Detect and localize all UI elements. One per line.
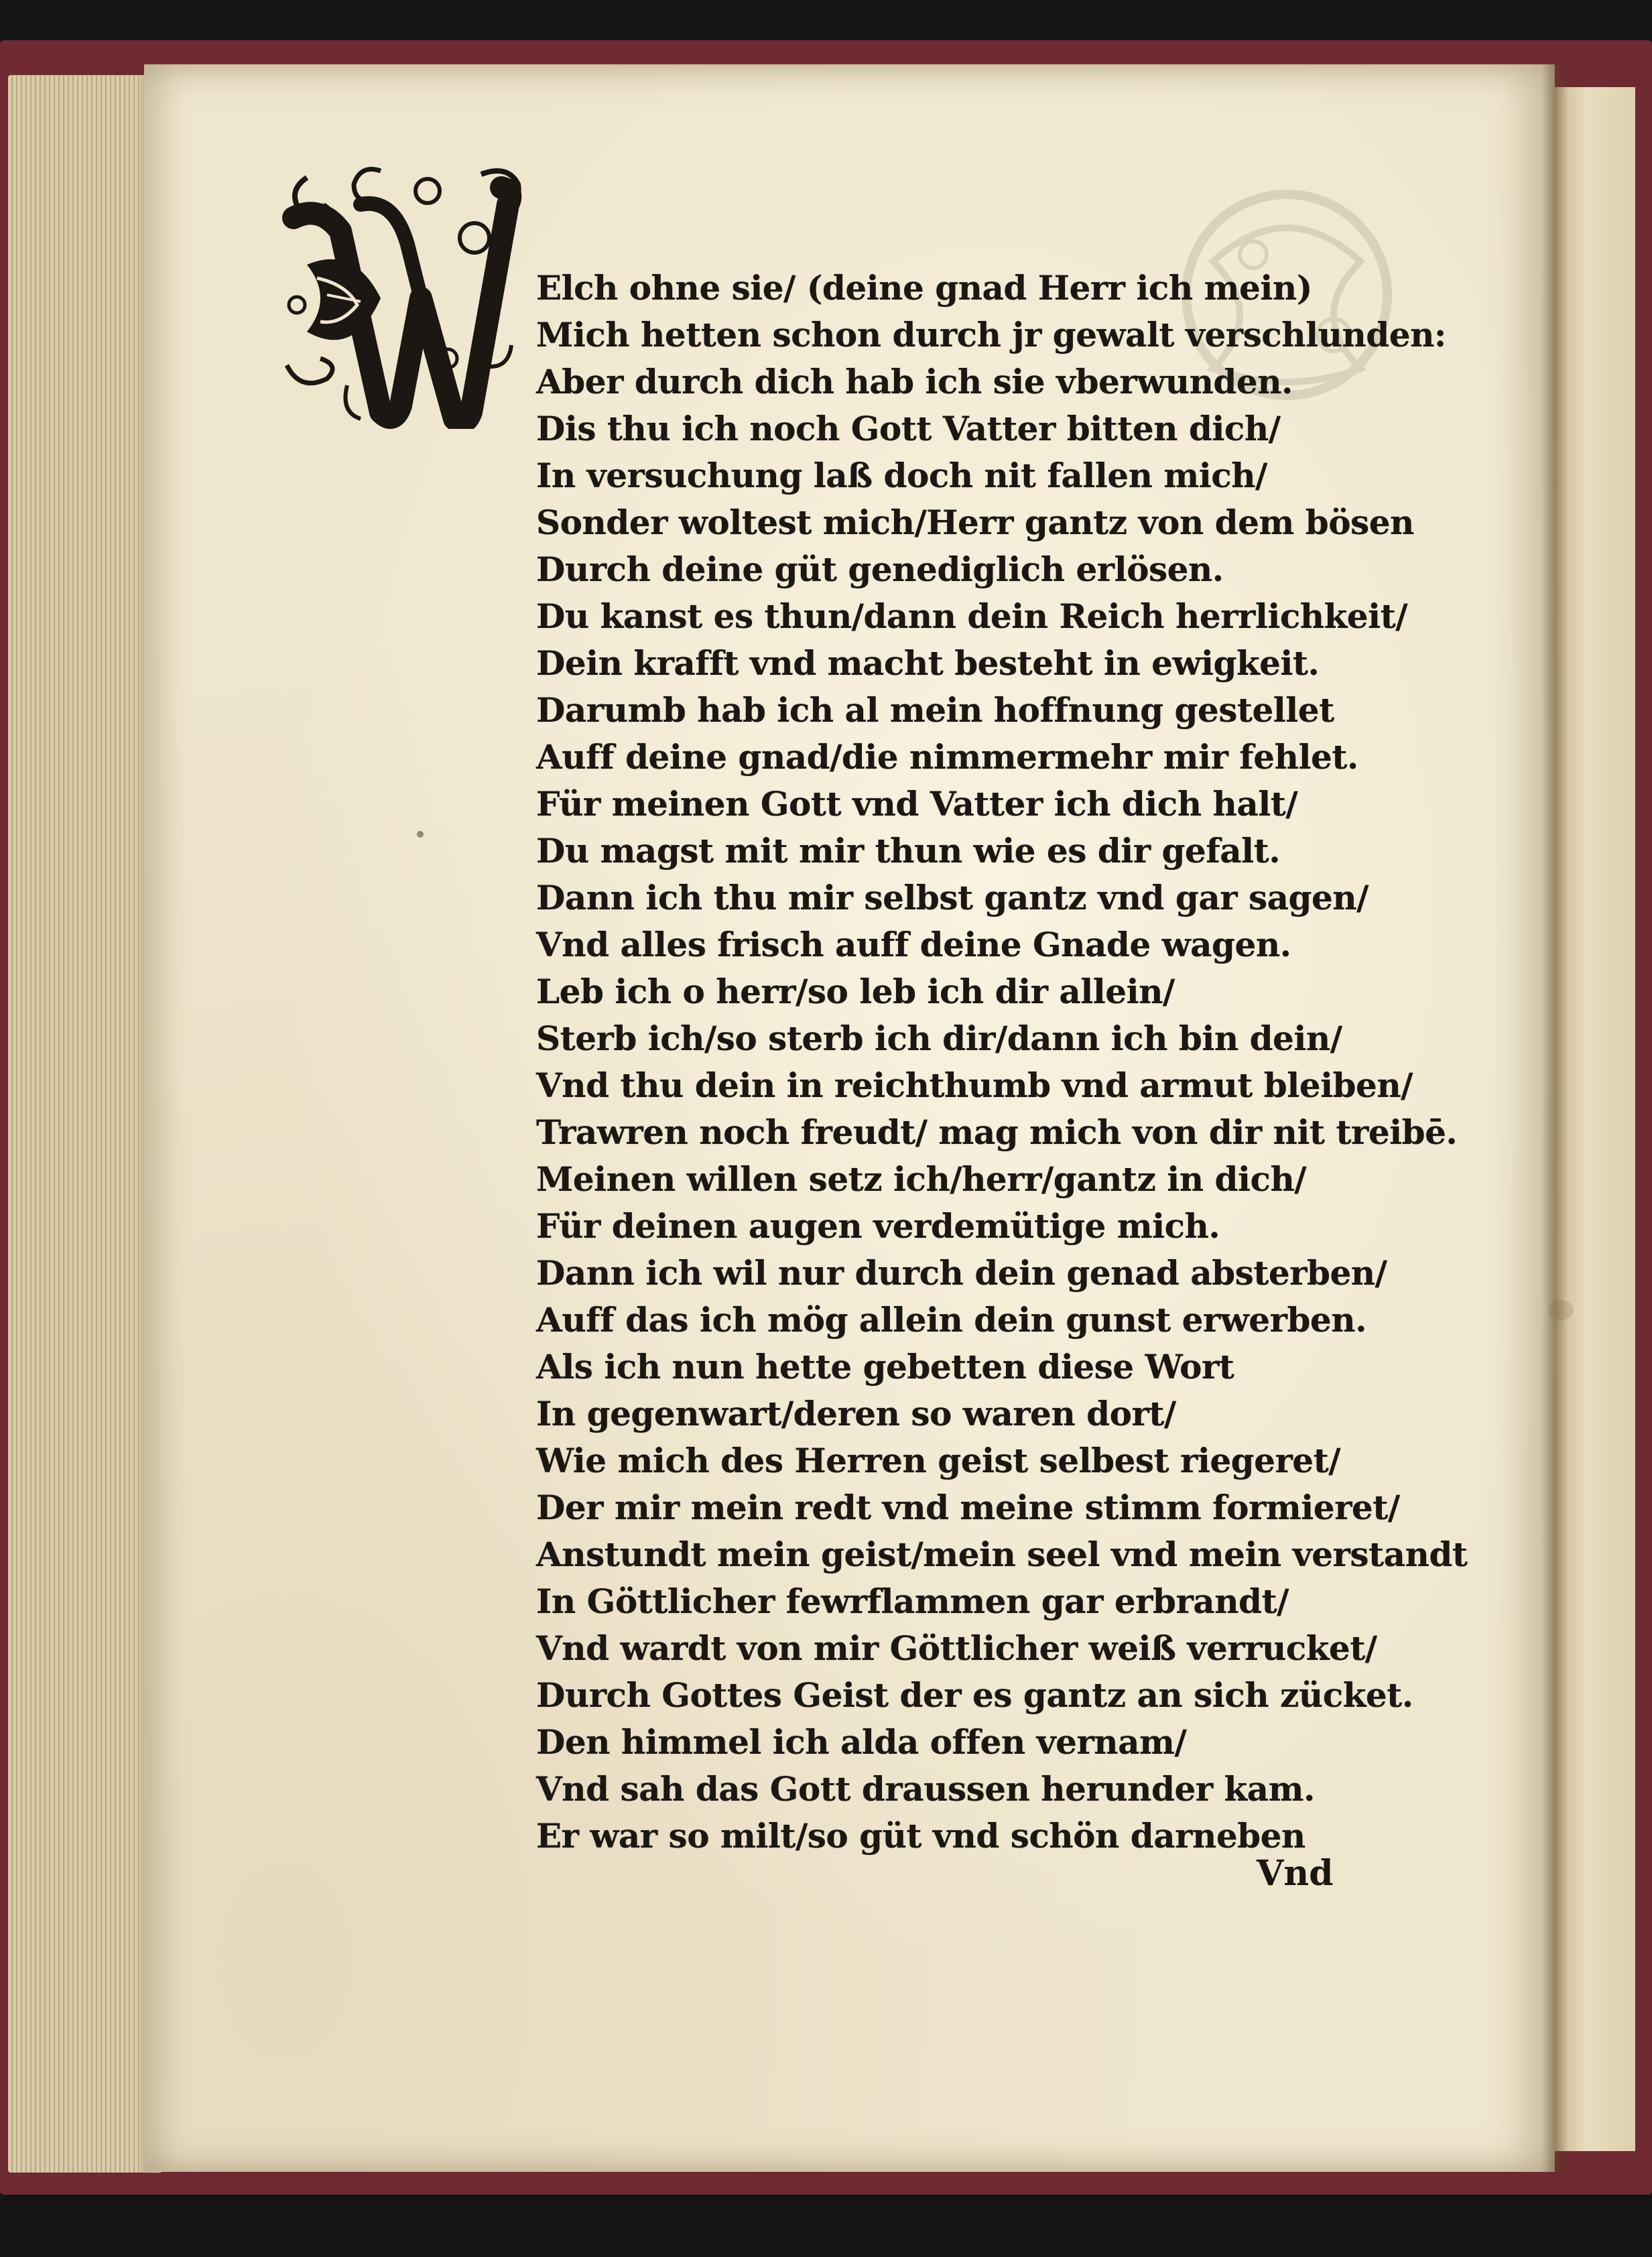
verse-line: Für meinen Gott vnd Vatter ich dich halt/ — [536, 784, 1298, 824]
verse-line: Für deinen augen verdemütige mich. — [536, 1206, 1220, 1246]
catchword: Vnd — [1257, 1853, 1334, 1894]
verse-line: Durch deine güt genediglich erlösen. — [536, 550, 1224, 589]
verse-line: Du magst mit mir thun wie es dir gefalt. — [536, 831, 1281, 870]
verse-line: Leb ich o herr/so leb ich dir allein/ — [536, 972, 1175, 1011]
verse-line: Dein krafft vnd macht besteht in ewigkeit. — [536, 643, 1320, 683]
verse-line: Vnd alles frisch auff deine Gnade wagen. — [536, 925, 1291, 964]
verse-line: Dann ich wil nur durch dein genad absterben/ — [536, 1253, 1387, 1293]
verse-line: In versuchung laß doch nit fallen mich/ — [536, 456, 1267, 495]
decorated-initial-w — [280, 164, 528, 429]
verse-line: Der mir mein redt vnd meine stimm formieret/ — [536, 1488, 1400, 1527]
paper-stain — [417, 831, 424, 838]
verse-line: Mich hetten schon durch jr gewalt verschlunden: — [536, 315, 1446, 354]
verse-line: Wie mich des Herren geist selbest riegeret/ — [536, 1441, 1340, 1480]
verse-line: Meinen willen setz ich/herr/gantz in dich/ — [536, 1159, 1307, 1199]
verse-line: Elch ohne sie/ (deine gnad Herr ich mein) — [536, 268, 1312, 308]
verse-text — [536, 265, 1468, 1860]
verse-line: Auff deine gnad/die nimmermehr mir fehlet. — [536, 737, 1358, 777]
verse-line: In gegenwart/deren so waren dort/ — [536, 1394, 1176, 1433]
paper-stain — [1548, 1300, 1574, 1320]
verse-line: Sonder woltest mich/Herr gantz von dem bösen — [536, 503, 1414, 542]
verse-line: Trawren noch freudt/ mag mich von dir nit treibē. — [536, 1112, 1458, 1152]
verse-line: Sterb ich/so sterb ich dir/dann ich bin dein/ — [536, 1019, 1342, 1058]
verse-line: Aber durch dich hab ich sie vberwunden. — [536, 362, 1293, 401]
verse-line: Auff das ich mög allein dein gunst erwerben. — [536, 1300, 1367, 1340]
verse-line: Darumb hab ich al mein hoffnung gestellet — [536, 690, 1334, 730]
verse-line: Vnd wardt von mir Göttlicher weiß verrucket/ — [536, 1628, 1377, 1668]
verse-line: Anstundt mein geist/mein seel vnd mein verstandt — [536, 1535, 1468, 1574]
page-gutter — [1541, 64, 1568, 2172]
verse-line: In Göttlicher fewrflammen gar erbrandt/ — [536, 1582, 1289, 1621]
verse-line: Als ich nun hette gebetten diese Wort — [536, 1347, 1234, 1387]
verse-line: Durch Gottes Geist der es gantz an sich zücket. — [536, 1675, 1413, 1715]
verse-line: Vnd thu dein in reichthumb vnd armut bleiben/ — [536, 1066, 1413, 1105]
page-edges — [8, 75, 149, 2173]
verse-line: Dis thu ich noch Gott Vatter bitten dich/ — [536, 409, 1281, 448]
verse-line: Du kanst es thun/dann dein Reich herrlichkeit/ — [536, 596, 1407, 636]
verse-line: Dann ich thu mir selbst gantz vnd gar sagen/ — [536, 878, 1369, 917]
verse-line: Vnd sah das Gott draussen herunder kam. — [536, 1769, 1315, 1809]
verse-line: Er war so milt/so güt vnd schön darneben — [536, 1816, 1306, 1856]
verse-line: Den himmel ich alda offen vernam/ — [536, 1722, 1187, 1762]
